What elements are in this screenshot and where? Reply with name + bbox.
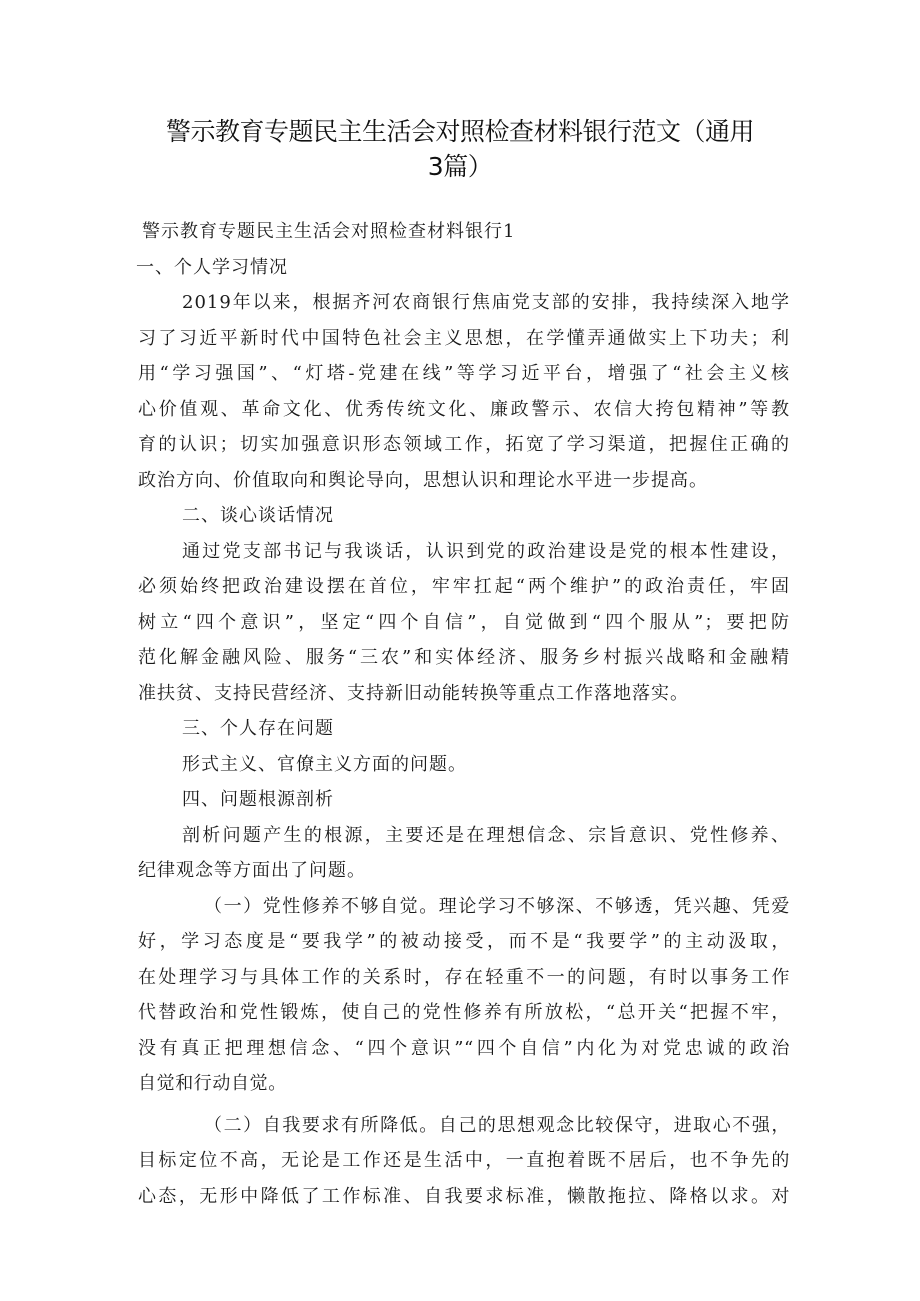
paragraph-line: 准扶贫、支持民营经济、支持新旧动能转换等重点工作落地落实。 [138,682,689,704]
paragraph-self-requirement [138,1108,790,1215]
paragraph-line: 范化解金融风险、服务“三农”和实体经济、服务乡村振兴战略和金融精 [138,647,790,668]
paragraph-line: 政治方向、价值取向和舆论导向，思想认识和理论水平进一步提高。 [138,469,708,491]
paragraph-root-cause [138,818,790,889]
paragraph-party-spirit [138,889,790,1102]
section-heading-problems: 三、个人存在问题 [182,718,334,739]
paragraph-line: 剖析问题产生的根源，主要还是在理想信念、宗旨意识、党性修养、 [182,824,790,846]
document-title-line-1: 警示教育专题民主生活会对照检查材料银行范文（通用 [165,117,754,146]
paragraph-line: 好，学习态度是“要我学”的被动接受，而不是“我要学”的主动汲取， [138,931,790,952]
paragraph-talk [138,534,790,712]
paragraph-line: （一）党性修养不够自觉。理论学习不够深、不够透，凭兴趣、凭爱 [204,895,790,917]
paragraph-line: 纪律观念等方面出了问题。 [138,860,366,881]
paragraph-line: 在处理学习与具体工作的关系时，存在轻重不一的问题，有时以事务工作 [138,966,790,988]
section-heading-study: 一、个人学习情况 [136,256,288,278]
paragraph-line: 育的认识；切实加强意识形态领域工作，拓宽了学习渠道，把握住正确的 [138,434,790,455]
article-heading: 警示教育专题民主生活会对照检查材料银行1 [142,221,516,242]
paragraph-study [138,285,790,498]
paragraph-line: 心价值观、革命文化、优秀传统文化、廉政警示、农信大挎包精神”等教 [138,398,790,420]
paragraph-line: 自觉和行动自觉。 [138,1073,287,1094]
paragraph-line: 代替政治和党性锻炼，使自己的党性修养有所放松，“总开关“把握不牢， [138,1002,790,1023]
paragraph-problems: 形式主义、官僚主义方面的问题。 [182,753,467,775]
paragraph-line: 心态，无形中降低了工作标准、自我要求标准，懒散拖拉、降格以求。对 [138,1185,790,1207]
paragraph-line: 通过党支部书记与我谈话，认识到党的政治建设是党的根本性建设， [182,540,790,562]
paragraph-line: 目标定位不高，无论是工作还是生活中，一直抱着既不居后，也不争先的 [138,1150,790,1171]
paragraph-line: 2019年以来，根据齐河农商银行焦庙党支部的安排，我持续深入地学 [182,292,790,313]
paragraph-line: 必须始终把政治建设摆在首位，牢牢扛起“两个维护”的政治责任，牢固 [138,576,790,597]
document-title-line-2: 3篇） [427,152,493,181]
paragraph-line: （二）自我要求有所降低。自己的思想观念比较保守，进取心不强， [204,1114,790,1136]
document-body [138,214,790,1214]
section-heading-talk: 二、谈心谈话情况 [182,505,334,526]
paragraph-line: 习了习近平新时代中国特色社会主义思想，在学懂弄通做实上下功夫；利 [138,327,790,349]
document-title [140,114,780,184]
paragraph-line: 用“学习强国”、“灯塔-党建在线”等学习近平台，增强了“社会主义核 [138,363,790,384]
section-heading-root-cause: 四、问题根源剖析 [182,789,334,810]
paragraph-line: 没有真正把理想信念、“四个意识”“四个自信”内化为对党忠诚的政治 [138,1037,790,1059]
paragraph-line: 树立“四个意识”，坚定“四个自信”，自觉做到“四个服从”；要把防 [138,611,790,633]
